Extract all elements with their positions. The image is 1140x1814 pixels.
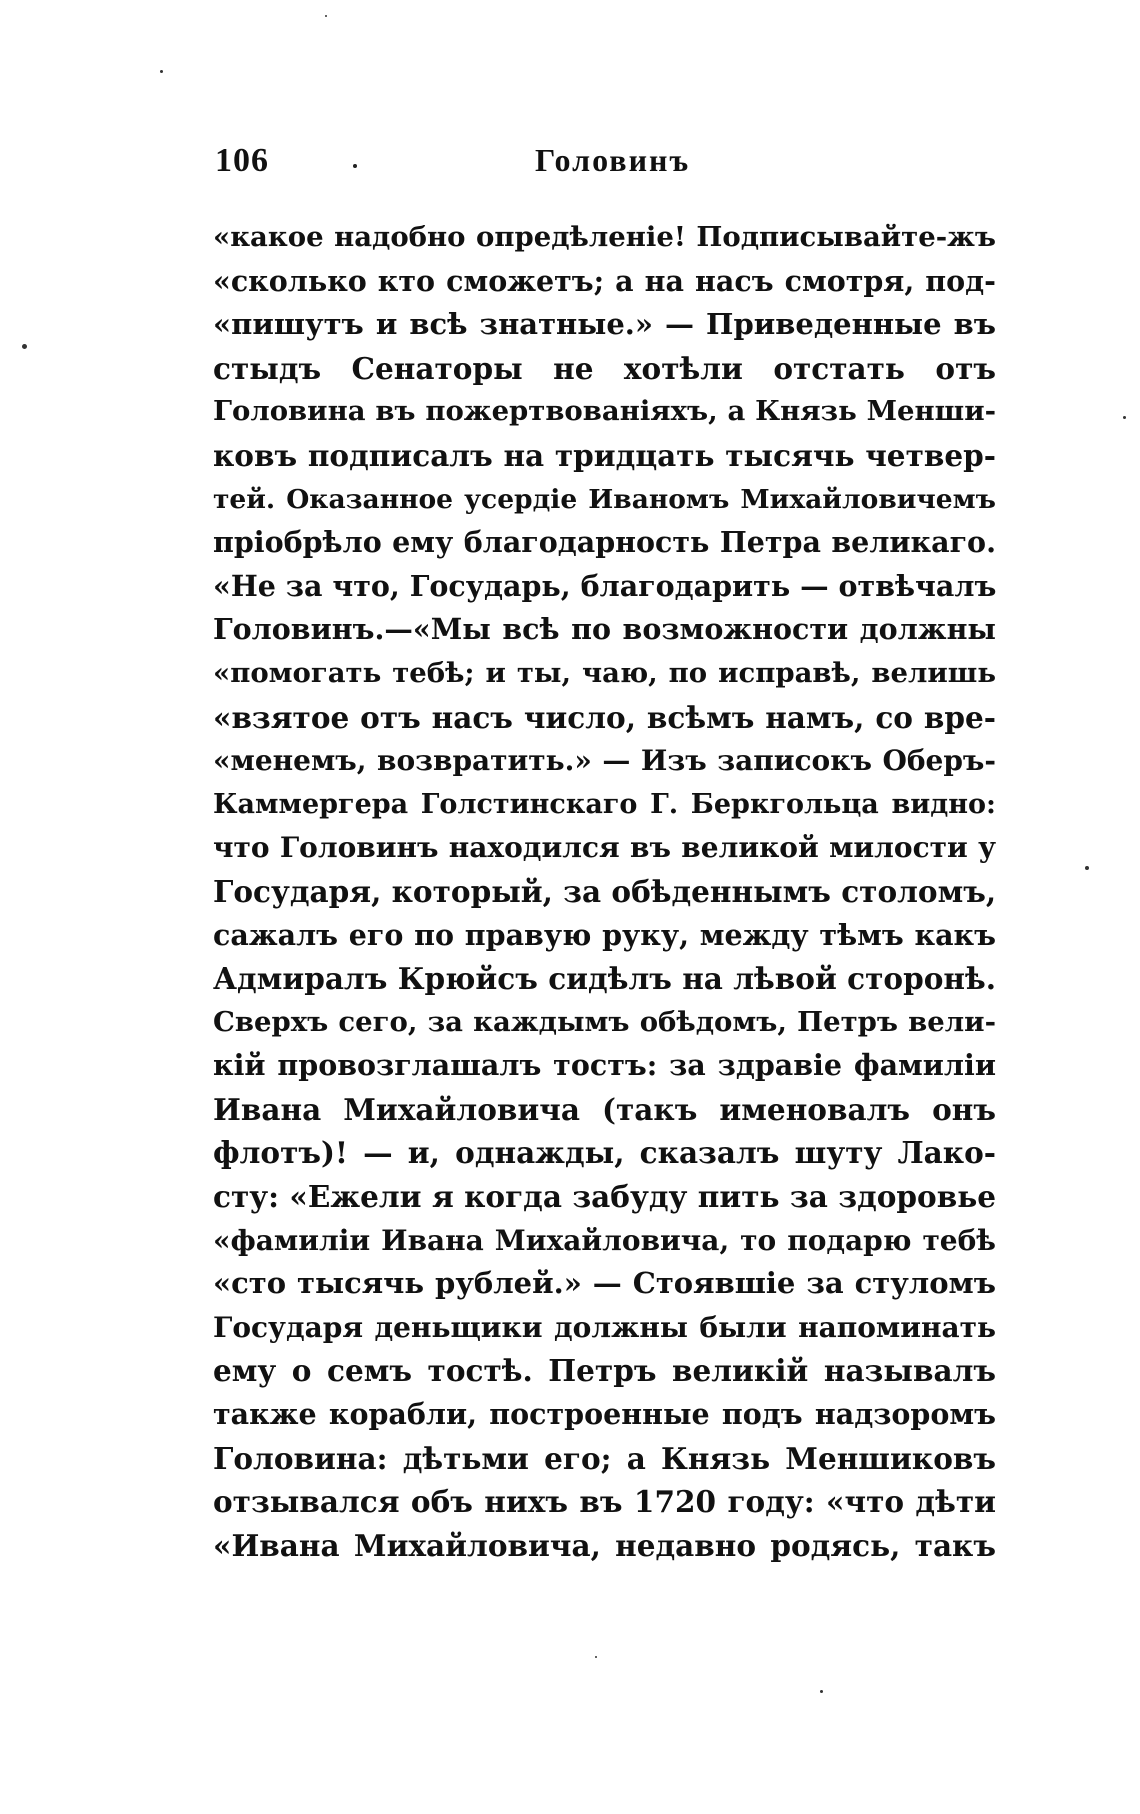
text-line: Головина въ пожертвованіяхъ, а Князь Менши-: [213, 395, 996, 428]
text-line: что Головинъ находился въ великой милости у: [213, 831, 996, 865]
print-speck: [1123, 416, 1126, 419]
text-line: пріобрѣло ему благодарность Петра великаго.: [213, 525, 996, 560]
text-line: «Ивана Михайловича, недавно родясь, такъ: [213, 1527, 996, 1563]
text-line: ковъ подписалъ на тридцать тысячь четвер-: [213, 437, 996, 473]
text-line: ему о семъ тостѣ. Петръ великій называлъ: [213, 1353, 996, 1389]
text-line: «какое надобно опредѣленіе! Подписывайте-жъ: [213, 221, 996, 253]
text-line: Головина: дѣтьми его; а Князь Меншиковъ: [213, 1440, 996, 1476]
text-line: «Не за что, Государь, благодарить — отвѣчалъ: [213, 568, 996, 603]
print-speck: [353, 164, 357, 168]
text-line: «сто тысячь рублей.» — Стоявшіе за стуломъ: [213, 1266, 996, 1301]
print-speck: [1085, 866, 1089, 870]
text-line: Адмиралъ Крюйсъ сидѣлъ на лѣвой сторонѣ.: [213, 961, 996, 997]
text-line: Ивана Михайловича (такъ именовалъ онъ: [213, 1091, 996, 1127]
text-line: кій провозглашалъ тостъ: за здравіе фамиліи: [213, 1048, 996, 1083]
print-speck: [325, 15, 327, 17]
text-line: сту: «Ежели я когда забуду пить за здоровье: [213, 1179, 996, 1215]
text-line: Государя деньщики должны были напоминать: [213, 1310, 996, 1344]
text-line: Государя, который, за обѣденнымъ столомъ,: [213, 873, 996, 909]
text-line: тей. Оказанное усердіе Иваномъ Михайловичемъ: [213, 483, 996, 515]
print-speck: [595, 1656, 597, 1658]
print-speck: [160, 70, 163, 73]
print-speck: [820, 1690, 823, 1693]
print-speck: [22, 344, 27, 349]
text-line: «фамиліи Ивана Михайловича, то подарю тебѣ: [213, 1223, 996, 1257]
body-text: [213, 216, 996, 1567]
text-line: Головинъ.—«Мы всѣ по возможности должны: [213, 612, 996, 647]
page-header: [215, 142, 995, 192]
text-line: флотъ)! — и, однажды, сказалъ шуту Лако-: [213, 1135, 996, 1171]
text-line: «сколько кто сможетъ; а на насъ смотря, под-: [213, 263, 996, 298]
text-line: сажалъ его по правую руку, между тѣмъ какъ: [213, 917, 996, 952]
text-line: отзывался объ нихъ въ 1720 году: «что дѣти: [213, 1484, 996, 1520]
text-line: «менемъ, возвратить.» — Изъ записокъ Оберъ-: [213, 744, 996, 778]
text-line: стыдъ Сенаторы не хотѣли отстать отъ: [213, 350, 996, 386]
text-line: Каммергера Голстинскаго Г. Беркгольца видно:: [213, 788, 996, 820]
text-line: «помогать тебѣ; и ты, чаю, по исправѣ, велишь: [213, 656, 996, 689]
text-line: «пишутъ и всѣ знатные.» — Приведенные въ: [213, 307, 996, 342]
running-head: Головинъ: [535, 142, 691, 178]
text-line: Сверхъ сего, за каждымъ обѣдомъ, Петръ вели-: [213, 1005, 996, 1038]
text-line: также корабли, построенные подъ надзоромъ: [213, 1397, 996, 1432]
text-line: «взятое отъ насъ число, всѣмъ намъ, со вре-: [213, 699, 996, 735]
page-number: 106: [215, 142, 269, 179]
